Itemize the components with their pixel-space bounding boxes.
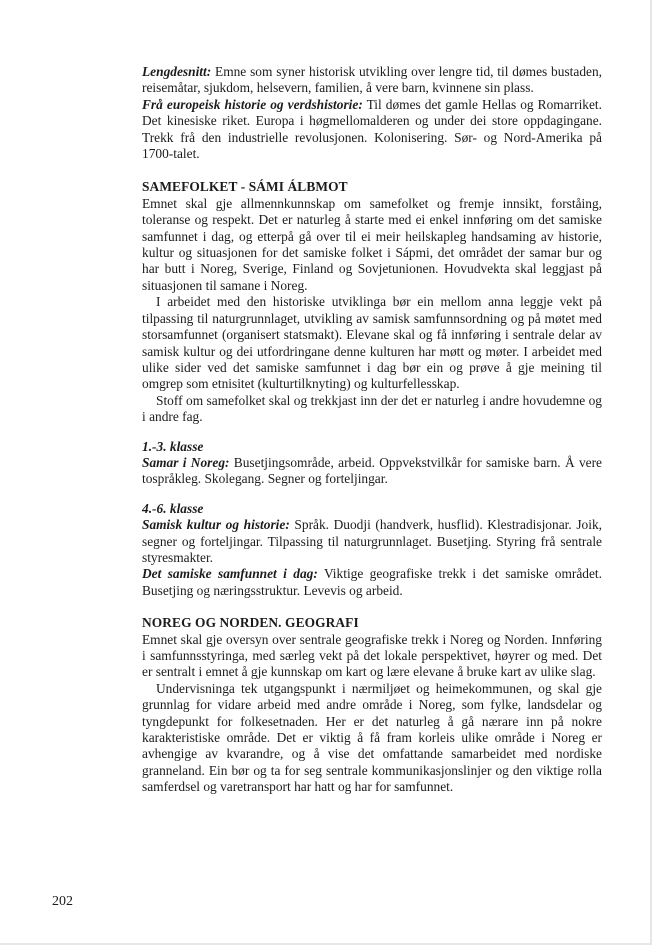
inline-text: Emne som syner historisk utvikling over lengre tid, til dømes bustaden, reisemåtar, sjukdom, helsevern, familien, å vere barn, kvinnene sin plass. xyxy=(142,64,603,96)
grade-heading: 4.-6. klasse xyxy=(142,500,204,516)
intro-verdshistorie xyxy=(142,97,602,163)
inline-text: Busetjingsområde, arbeid. Oppvekstvilkår for samiske barn. Å vere tospråkleg. Skolegang. Segner og forteljingar. xyxy=(142,454,602,487)
inline-label: Lengdesnitt: xyxy=(142,64,212,79)
inline-label: Det samiske samfunnet i dag: xyxy=(142,566,318,582)
inline-label: Frå europeisk historie og verdshistorie: xyxy=(142,96,363,112)
grade-item xyxy=(142,566,602,599)
inline-text: Språk. Duodji (handverk, husflid). Klestradisjonar. Joik, segner og forteljingar. Tilpassing til naturgrunnlaget. Busetjing. Styring frå sentrale styresmakter. xyxy=(142,517,602,565)
intro-lengdesnitt xyxy=(142,64,602,97)
grade-heading: 1.-3. klasse xyxy=(142,438,204,454)
page-number: 202 xyxy=(52,894,73,909)
inline-label: Samisk kultur og historie: xyxy=(142,517,290,533)
paragraph: Stoff om samefolket skal og trekkjast inn der det er naturleg i andre hovudemne og i andre fag. xyxy=(142,392,602,425)
section-heading-noreg: NOREG OG NORDEN. GEOGRAFI xyxy=(142,615,359,631)
inline-text: Viktige geografiske trekk i det samiske området. Busetjing og næringsstruktur. Levevis og arbeid. xyxy=(142,566,602,598)
grade-item xyxy=(142,455,602,488)
paragraph: Undervisninga tek utgangspunkt i nærmiljøet og heimekommunen, og skal gje grunnlag for vidare arbeid med andre område i Noreg, som fylke, landsdelar og tyngdepunkt for folkesetnaden. Her er det naturleg å gå nærare inn på nokre karakteristiske område. Det er viktig å få fram korleis ulike område i Noreg er avhengige av kvarandre, og å vise det omfattande samarbeidet med nordiske granneland. Ein bør og ta for seg sentrale kommunikasjonslinjer og den viktige rolla samferdsel og varetransport har hatt og har for samfunnet. xyxy=(142,680,602,795)
inline-text: Til dømes det gamle Hellas og Romarriket. Det kinesiske riket. Europa i høgmellomalderen og under dei store oppdagingane. Trekk frå den industrielle revolusjonen. Kolonisering. Sør- og Nord-Amerika på 1700-talet. xyxy=(142,96,602,162)
paragraph: I arbeidet med den historiske utviklinga bør ein mellom anna leggje vekt på tilpassing til naturgrunnlaget, utvikling av samisk samfunnsordning og på møtet med storsamfunnet (organisert statsmakt). Elevane skal og få innføring i sentrale delar av samisk kultur og dei utfordringane denne kulturen har møtt og møter. I arbeidet med ulike sider ved det samiske samfunnet i dag bør ein og prøve å gje meining til omgrep som etnisitet (kulturtilknyting) og kulturfellesskap. xyxy=(142,294,602,392)
inline-label: Samar i Noreg: xyxy=(142,454,230,470)
paragraph: Emnet skal gje allmennkunnskap om samefolket og fremje innsikt, forståing, toleranse og respekt. Det er naturleg å starte med ei enkel innføring om det samiske samfunnet i dag, og etterpå gå over til ei meir heilskapleg handsaming av historie, kultur og situasjonen for det samiske folket i Sápmi, det området der samar bur og har butt i Noreg, Sverige, Finland og Sovjetunionen. Hovudvekta skal leggjast på situasjonen til samane i Noreg. xyxy=(142,195,602,293)
paragraph: Emnet skal gje oversyn over sentrale geografiske trekk i Noreg og Norden. Innføring i samfunnsstyringa, med særleg vekt på det lokale perspektivet, høyrer og med. Det er sentralt i emnet å gje kunnskap om kart og lære elevane å bruke kart av ulike slag. xyxy=(142,631,602,680)
grade-item xyxy=(142,517,602,566)
page-body xyxy=(142,64,602,796)
section-heading-samefolket: SAMEFOLKET - SÁMI ÁLBMOT xyxy=(142,179,348,195)
